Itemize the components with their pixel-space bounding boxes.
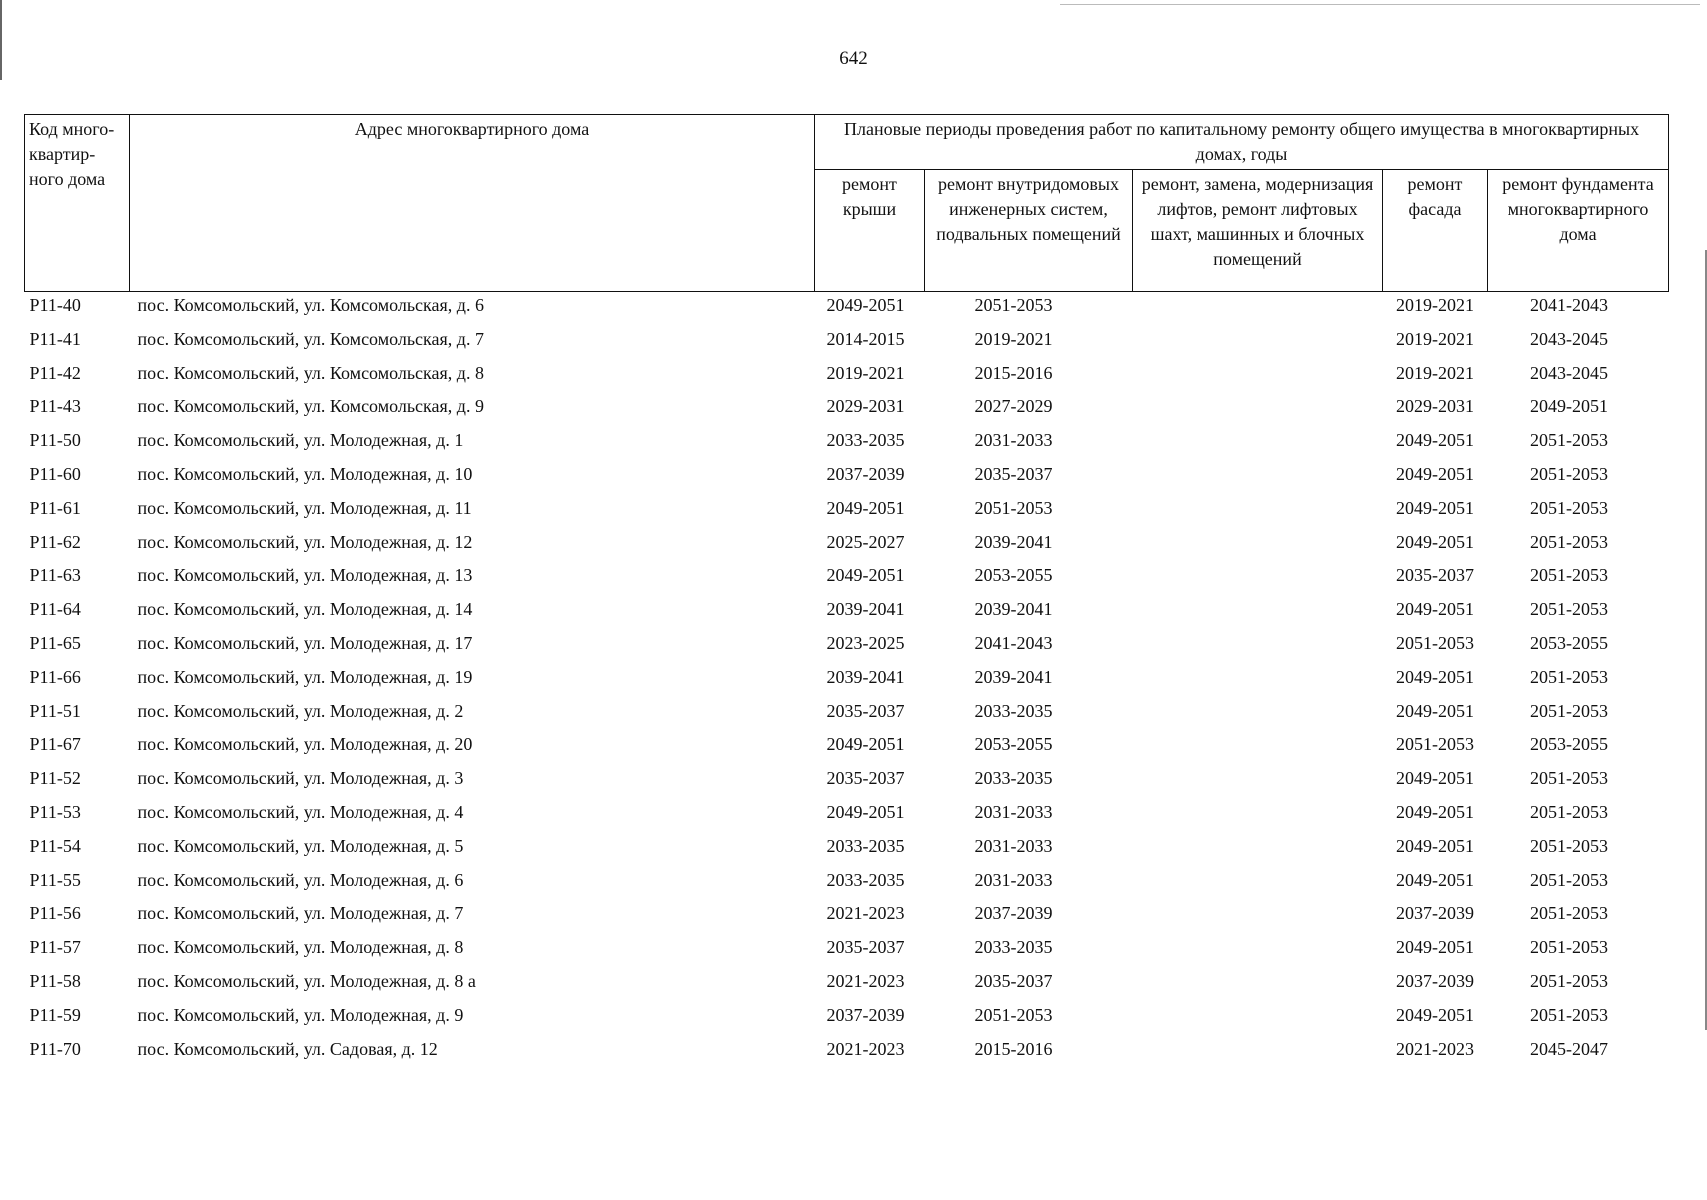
cell-lifts (1133, 596, 1383, 630)
cell-roof: 2037-2039 (826, 1004, 905, 1025)
cell-lifts (1133, 833, 1383, 867)
cell-roof: 2035-2037 (826, 937, 905, 958)
cell-code: Р11-51 (29, 700, 81, 721)
cell-foundation: 2053-2055 (1530, 734, 1609, 755)
cell-engineering: 2053-2055 (974, 734, 1053, 755)
cell-code: Р11-40 (29, 295, 81, 315)
cell-code: Р11-54 (29, 835, 81, 856)
cell-foundation: 2051-2053 (1530, 970, 1609, 991)
table-row (25, 461, 1669, 495)
cell-lifts (1133, 698, 1383, 732)
table-row (25, 495, 1669, 529)
cell-roof: 2021-2023 (826, 970, 905, 991)
table-header (25, 115, 1669, 292)
cell-engineering: 2033-2035 (974, 768, 1053, 789)
cell-lifts (1133, 799, 1383, 833)
cell-engineering: 2035-2037 (974, 463, 1053, 484)
cell-code: Р11-60 (29, 463, 81, 484)
header-roof: ремонт крыши (815, 170, 925, 292)
cell-lifts (1133, 900, 1383, 934)
cell-lifts (1133, 427, 1383, 461)
cell-foundation: 2043-2045 (1530, 328, 1609, 349)
cell-roof: 2035-2037 (826, 700, 905, 721)
cell-foundation: 2043-2045 (1530, 362, 1609, 383)
cell-roof: 2033-2035 (826, 835, 905, 856)
cell-lifts (1133, 562, 1383, 596)
scan-edge-top (1060, 4, 1700, 5)
cell-address: пос. Комсомольский, ул. Молодежная, д. 10 (137, 463, 473, 484)
cell-engineering: 2039-2041 (974, 599, 1053, 620)
cell-code: Р11-63 (29, 565, 81, 586)
cell-facade: 2049-2051 (1396, 430, 1474, 451)
cell-facade: 2049-2051 (1396, 463, 1474, 484)
cell-facade: 2019-2021 (1396, 362, 1474, 383)
cell-code: Р11-62 (29, 531, 81, 552)
cell-engineering: 2035-2037 (974, 970, 1053, 991)
cell-roof: 2029-2031 (826, 396, 905, 417)
cell-lifts (1133, 934, 1383, 968)
cell-roof: 2033-2035 (826, 869, 905, 890)
cell-address: пос. Комсомольский, ул. Молодежная, д. 11 (137, 497, 472, 518)
cell-foundation: 2041-2043 (1530, 295, 1609, 315)
cell-address: пос. Комсомольский, ул. Садовая, д. 12 (137, 1038, 438, 1059)
cell-facade: 2019-2021 (1396, 328, 1474, 349)
cell-code: Р11-66 (29, 666, 81, 687)
table-row (25, 562, 1669, 596)
cell-roof: 2049-2051 (826, 497, 905, 518)
cell-foundation: 2051-2053 (1530, 599, 1609, 620)
cell-facade: 2021-2023 (1396, 1038, 1474, 1059)
cell-roof: 2021-2023 (826, 903, 905, 924)
cell-address: пос. Комсомольский, ул. Молодежная, д. 4 (137, 801, 464, 822)
cell-engineering: 2051-2053 (974, 1004, 1053, 1025)
cell-foundation: 2051-2053 (1530, 903, 1609, 924)
cell-roof: 2033-2035 (826, 430, 905, 451)
cell-engineering: 2027-2029 (974, 396, 1053, 417)
table-row (25, 326, 1669, 360)
cell-code: Р11-52 (29, 768, 81, 789)
cell-code: Р11-64 (29, 599, 81, 620)
cell-roof: 2039-2041 (826, 666, 905, 687)
cell-engineering: 2051-2053 (974, 497, 1053, 518)
cell-engineering: 2015-2016 (974, 1038, 1053, 1059)
cell-address: пос. Комсомольский, ул. Молодежная, д. 5 (137, 835, 464, 856)
cell-code: Р11-50 (29, 430, 81, 451)
cell-facade: 2049-2051 (1396, 768, 1474, 789)
cell-code: Р11-41 (29, 328, 81, 349)
header-code: Код много-квартир-ного дома (25, 115, 130, 292)
cell-code: Р11-53 (29, 801, 81, 822)
cell-address: пос. Комсомольский, ул. Комсомольская, д. 8 (137, 362, 484, 383)
cell-lifts (1133, 360, 1383, 394)
header-address: Адрес многоквартирного дома (130, 115, 815, 292)
cell-roof: 2049-2051 (826, 295, 905, 315)
cell-roof: 2019-2021 (826, 362, 905, 383)
cell-facade: 2037-2039 (1396, 903, 1474, 924)
cell-lifts (1133, 326, 1383, 360)
cell-lifts (1133, 731, 1383, 765)
page-number: 642 (839, 48, 868, 69)
cell-address: пос. Комсомольский, ул. Молодежная, д. 9 (137, 1004, 464, 1025)
cell-address: пос. Комсомольский, ул. Комсомольская, д. 9 (137, 396, 484, 417)
cell-code: Р11-61 (29, 497, 81, 518)
cell-foundation: 2051-2053 (1530, 1004, 1609, 1025)
cell-address: пос. Комсомольский, ул. Молодежная, д. 13 (137, 565, 473, 586)
cell-engineering: 2051-2053 (974, 295, 1053, 315)
cell-foundation: 2051-2053 (1530, 666, 1609, 687)
cell-engineering: 2031-2033 (974, 835, 1053, 856)
table-row (25, 393, 1669, 427)
cell-address: пос. Комсомольский, ул. Молодежная, д. 19 (137, 666, 473, 687)
cell-address: пос. Комсомольский, ул. Молодежная, д. 14 (137, 599, 473, 620)
cell-engineering: 2015-2016 (974, 362, 1053, 383)
cell-code: Р11-65 (29, 632, 81, 653)
table-row (25, 698, 1669, 732)
cell-address: пос. Комсомольский, ул. Молодежная, д. 2 (137, 700, 464, 721)
table-row (25, 427, 1669, 461)
cell-lifts (1133, 292, 1383, 326)
cell-lifts (1133, 393, 1383, 427)
cell-address: пос. Комсомольский, ул. Молодежная, д. 20 (137, 734, 473, 755)
header-planned-periods: Плановые периоды проведения работ по капитальному ремонту общего имущества в многоквартирных домах, годы (815, 115, 1669, 170)
cell-facade: 2049-2051 (1396, 835, 1474, 856)
cell-roof: 2023-2025 (826, 632, 905, 653)
header-facade: ремонт фасада (1383, 170, 1488, 292)
cell-roof: 2049-2051 (826, 801, 905, 822)
cell-lifts (1133, 1002, 1383, 1036)
cell-address: пос. Комсомольский, ул. Комсомольская, д. 7 (137, 328, 484, 349)
cell-address: пос. Комсомольский, ул. Молодежная, д. 3 (137, 768, 464, 789)
cell-code: Р11-58 (29, 970, 81, 991)
cell-foundation: 2051-2053 (1530, 463, 1609, 484)
cell-facade: 2029-2031 (1396, 396, 1474, 417)
cell-facade: 2049-2051 (1396, 599, 1474, 620)
cell-foundation: 2045-2047 (1530, 1038, 1609, 1059)
header-lifts: ремонт, замена, модернизация лифтов, ремонт лифтовых шахт, машинных и блочных помещений (1133, 170, 1383, 292)
cell-facade: 2035-2037 (1396, 565, 1474, 586)
cell-address: пос. Комсомольский, ул. Комсомольская, д. 6 (137, 295, 484, 315)
cell-foundation: 2051-2053 (1530, 768, 1609, 789)
cell-foundation: 2049-2051 (1530, 396, 1609, 417)
table-row (25, 799, 1669, 833)
cell-address: пос. Комсомольский, ул. Молодежная, д. 8 (137, 937, 464, 958)
cell-facade: 2049-2051 (1396, 869, 1474, 890)
table-row (25, 731, 1669, 765)
cell-roof: 2037-2039 (826, 463, 905, 484)
cell-foundation: 2051-2053 (1530, 531, 1609, 552)
cell-engineering: 2019-2021 (974, 328, 1053, 349)
cell-facade: 2049-2051 (1396, 666, 1474, 687)
cell-lifts (1133, 461, 1383, 495)
cell-lifts (1133, 1036, 1383, 1070)
cell-facade: 2051-2053 (1396, 734, 1474, 755)
table-row (25, 867, 1669, 901)
table-row (25, 360, 1669, 394)
table-row (25, 664, 1669, 698)
cell-roof: 2021-2023 (826, 1038, 905, 1059)
cell-engineering: 2033-2035 (974, 700, 1053, 721)
table-row (25, 765, 1669, 799)
cell-lifts (1133, 968, 1383, 1002)
cell-foundation: 2051-2053 (1530, 835, 1609, 856)
cell-lifts (1133, 765, 1383, 799)
cell-facade: 2051-2053 (1396, 632, 1474, 653)
cell-engineering: 2039-2041 (974, 531, 1053, 552)
cell-foundation: 2053-2055 (1530, 632, 1609, 653)
table-row (25, 900, 1669, 934)
table-row (25, 529, 1669, 563)
table-row (25, 968, 1669, 1002)
cell-foundation: 2051-2053 (1530, 700, 1609, 721)
cell-facade: 2049-2051 (1396, 801, 1474, 822)
cell-engineering: 2033-2035 (974, 937, 1053, 958)
table-row (25, 630, 1669, 664)
cell-foundation: 2051-2053 (1530, 430, 1609, 451)
cell-facade: 2049-2051 (1396, 700, 1474, 721)
cell-code: Р11-57 (29, 937, 81, 958)
cell-lifts (1133, 630, 1383, 664)
cell-code: Р11-43 (29, 396, 81, 417)
cell-address: пос. Комсомольский, ул. Молодежная, д. 6 (137, 869, 464, 890)
cell-roof: 2039-2041 (826, 599, 905, 620)
table-row (25, 1002, 1669, 1036)
cell-facade: 2037-2039 (1396, 970, 1474, 991)
table-row (25, 1036, 1669, 1070)
cell-roof: 2014-2015 (826, 328, 905, 349)
cell-facade: 2019-2021 (1396, 295, 1474, 315)
cell-roof: 2025-2027 (826, 531, 905, 552)
cell-engineering: 2031-2033 (974, 430, 1053, 451)
cell-engineering: 2037-2039 (974, 903, 1053, 924)
table-body (25, 292, 1669, 1070)
cell-address: пос. Комсомольский, ул. Молодежная, д. 1 (137, 430, 464, 451)
table-row (25, 934, 1669, 968)
cell-address: пос. Комсомольский, ул. Молодежная, д. 12 (137, 531, 473, 552)
cell-facade: 2049-2051 (1396, 497, 1474, 518)
cell-lifts (1133, 664, 1383, 698)
cell-lifts (1133, 495, 1383, 529)
table-row (25, 833, 1669, 867)
cell-facade: 2049-2051 (1396, 531, 1474, 552)
cell-roof: 2035-2037 (826, 768, 905, 789)
cell-engineering: 2039-2041 (974, 666, 1053, 687)
cell-engineering: 2053-2055 (974, 565, 1053, 586)
cell-code: Р11-42 (29, 362, 81, 383)
cell-engineering: 2031-2033 (974, 801, 1053, 822)
header-engineering: ремонт внутридомовых инженерных систем, подвальных помещений (925, 170, 1133, 292)
cell-code: Р11-67 (29, 734, 81, 755)
cell-engineering: 2041-2043 (974, 632, 1053, 653)
cell-foundation: 2051-2053 (1530, 937, 1609, 958)
cell-address: пос. Комсомольский, ул. Молодежная, д. 7 (137, 903, 464, 924)
cell-foundation: 2051-2053 (1530, 497, 1609, 518)
cell-address: пос. Комсомольский, ул. Молодежная, д. 17 (137, 632, 473, 653)
cell-foundation: 2051-2053 (1530, 869, 1609, 890)
cell-code: Р11-56 (29, 903, 81, 924)
table-row (25, 292, 1669, 326)
cell-foundation: 2051-2053 (1530, 565, 1609, 586)
cell-code: Р11-70 (29, 1038, 81, 1059)
cell-foundation: 2051-2053 (1530, 801, 1609, 822)
repair-schedule-table (24, 114, 1669, 1069)
cell-roof: 2049-2051 (826, 565, 905, 586)
cell-code: Р11-55 (29, 869, 81, 890)
header-foundation: ремонт фундамента многоквартирного дома (1488, 170, 1669, 292)
table-row (25, 596, 1669, 630)
cell-lifts (1133, 867, 1383, 901)
cell-facade: 2049-2051 (1396, 1004, 1474, 1025)
cell-engineering: 2031-2033 (974, 869, 1053, 890)
cell-facade: 2049-2051 (1396, 937, 1474, 958)
cell-code: Р11-59 (29, 1004, 81, 1025)
cell-lifts (1133, 529, 1383, 563)
cell-roof: 2049-2051 (826, 734, 905, 755)
cell-address: пос. Комсомольский, ул. Молодежная, д. 8 а (137, 970, 476, 991)
